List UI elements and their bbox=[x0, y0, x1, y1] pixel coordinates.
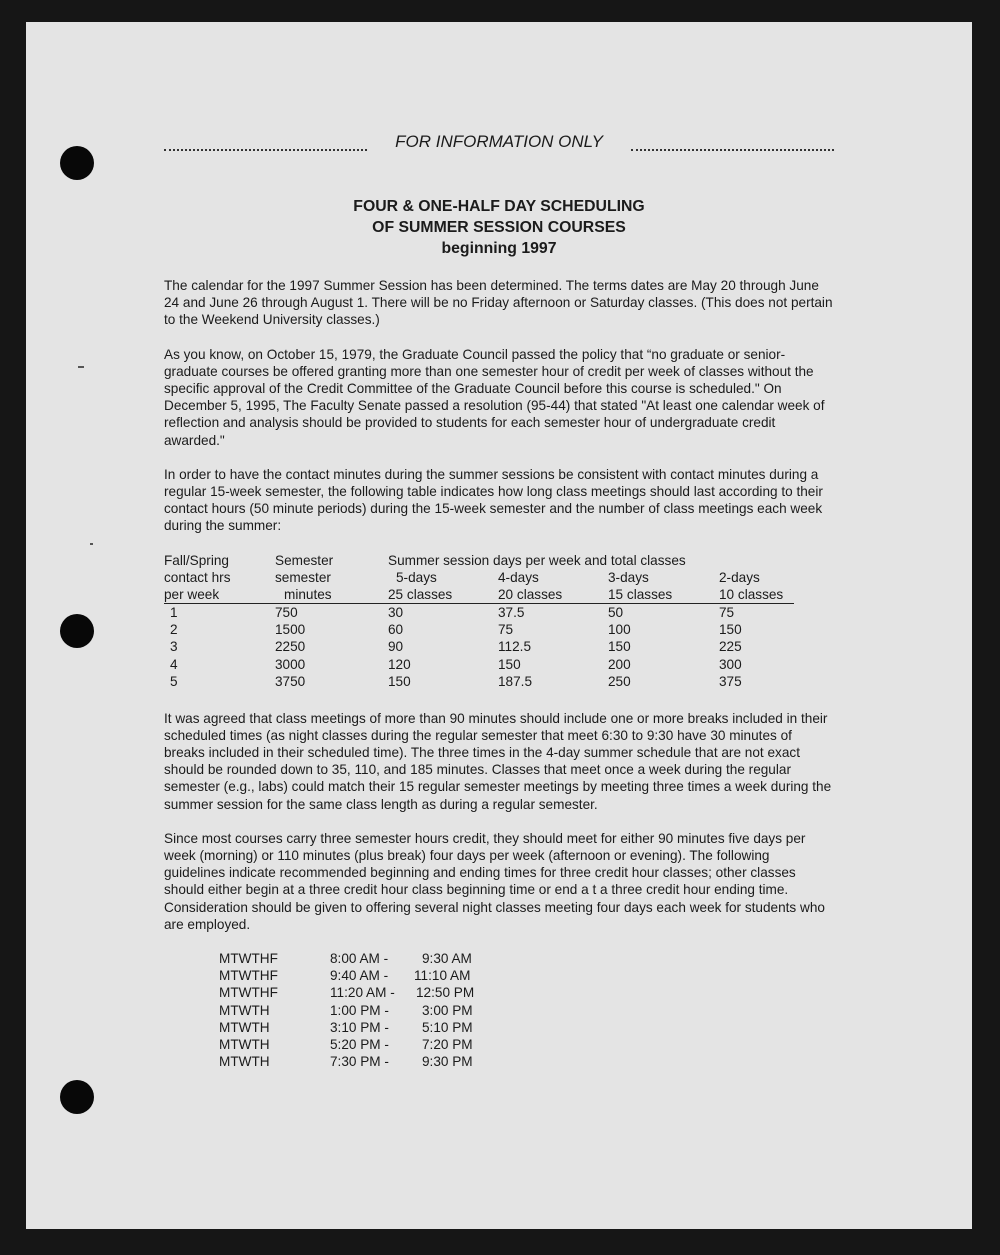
schedule-days: MTWTHF bbox=[219, 968, 278, 984]
schedule-end: 7:20 PM bbox=[422, 1036, 473, 1052]
paragraph-guidelines: Since most courses carry three semester hours credit, they should meet for either 90 minutes five days per week (morning) or 110 minutes (plus break) four days per week (afternoon or evening). The following guidelines indicate recommended beginning and ending times for three credit hour classes; other classes should either begin at a three credit hour class beginning time or end a t a three credit hour ending time. Consideration should be given to offering several night classes meeting four days each week for students who are employed. bbox=[164, 830, 825, 932]
header-cell: per week bbox=[164, 586, 220, 602]
table-cell: 250 bbox=[608, 674, 631, 690]
table-cell: 112.5 bbox=[498, 639, 532, 655]
schedule-row bbox=[219, 1002, 834, 1019]
header-cell: 2-days bbox=[719, 569, 760, 585]
table-row bbox=[164, 656, 834, 673]
schedule-row bbox=[219, 967, 834, 984]
schedule-start: 7:30 PM - bbox=[330, 1054, 389, 1070]
table-cell: 225 bbox=[719, 639, 742, 655]
schedule-row bbox=[219, 1053, 834, 1070]
table-cell: 300 bbox=[719, 656, 742, 672]
header-span: Summer session days per week and total classes bbox=[388, 552, 686, 568]
binder-hole-bottom bbox=[60, 1080, 94, 1114]
schedule-days: MTWTHF bbox=[219, 985, 278, 1001]
paragraph-calendar: The calendar for the 1997 Summer Session has been determined. The terms dates are May 20 through June 24 and June 26 through August 1. There will be no Friday afternoon or Saturday classes. (This does not pertain to the Weekend University classes.) bbox=[164, 278, 833, 328]
table-header bbox=[164, 552, 834, 604]
table-cell: 3 bbox=[170, 639, 178, 655]
document-title bbox=[164, 196, 834, 259]
table-row bbox=[164, 673, 834, 690]
table-row bbox=[164, 621, 834, 638]
table-cell: 150 bbox=[388, 674, 411, 690]
schedule-days: MTWTH bbox=[219, 1036, 270, 1052]
schedule-days: MTWTH bbox=[219, 1019, 270, 1035]
table-cell: 60 bbox=[388, 622, 404, 638]
contact-minutes-table bbox=[164, 552, 834, 691]
schedule-days: MTWTH bbox=[219, 1054, 270, 1070]
dotted-leader-left bbox=[164, 139, 367, 151]
schedule-end: 11:10 AM bbox=[414, 968, 471, 984]
header-cell: 20 classes bbox=[498, 586, 563, 602]
table-cell: 3000 bbox=[275, 656, 306, 672]
table-cell: 187.5 bbox=[498, 674, 533, 690]
schedule-start: 3:10 PM - bbox=[330, 1019, 389, 1035]
table-cell: 30 bbox=[388, 604, 404, 620]
table-cell: 5 bbox=[170, 674, 178, 690]
dotted-leader-right bbox=[631, 139, 834, 151]
header-cell: Semester bbox=[275, 552, 334, 568]
table-cell: 375 bbox=[719, 674, 742, 690]
header-cell: semester bbox=[275, 569, 331, 585]
header-cell: 15 classes bbox=[608, 586, 673, 602]
header-cell: contact hrs bbox=[164, 569, 231, 585]
schedule-list bbox=[219, 950, 834, 1070]
schedule-start: 1:00 PM - bbox=[330, 1002, 389, 1018]
table-cell: 75 bbox=[719, 604, 735, 620]
paragraph-breaks: It was agreed that class meetings of more than 90 minutes should include one or more breaks included in their scheduled times (as night classes during the regular semester that meet 6:30 to 9:30 have 30 minutes of breaks included in their scheduled time). The three times in the 4-day summer schedule that are not exact should be rounded down to 35, 110, and 185 minutes. Classes that meet once a week during the regular semester (e.g., labs) could match their 15 regular semester meetings by meeting three times a week during the summer session for the same class length as during a regular semester. bbox=[164, 710, 832, 812]
table-cell: 100 bbox=[608, 622, 631, 638]
table-cell: 2 bbox=[170, 622, 178, 638]
schedule-start: 8:00 AM - bbox=[330, 951, 389, 967]
table-row bbox=[164, 638, 834, 655]
header-cell: 5-days bbox=[396, 569, 437, 585]
table-row bbox=[164, 604, 834, 621]
table-cell: 37.5 bbox=[498, 604, 525, 620]
schedule-row bbox=[219, 1036, 834, 1053]
title-line: FOUR & ONE-HALF DAY SCHEDULING bbox=[353, 198, 645, 215]
schedule-end: 9:30 AM bbox=[422, 951, 472, 967]
schedule-row bbox=[219, 950, 834, 967]
table-cell: 120 bbox=[388, 656, 411, 672]
table-cell: 1 bbox=[170, 604, 178, 620]
schedule-end: 5:10 PM bbox=[422, 1019, 473, 1035]
schedule-row bbox=[219, 1019, 834, 1036]
schedule-end: 3:00 PM bbox=[422, 1002, 473, 1018]
schedule-start: 9:40 AM - bbox=[330, 968, 389, 984]
header-cell: minutes bbox=[284, 586, 332, 602]
table-cell: 150 bbox=[608, 639, 631, 655]
header-cell: 10 classes bbox=[719, 586, 784, 602]
table-cell: 150 bbox=[719, 622, 742, 638]
schedule-start: 5:20 PM - bbox=[330, 1036, 389, 1052]
paragraph-policy: As you know, on October 15, 1979, the Graduate Council passed the policy that “no graduate or senior-graduate courses be offered granting more than one semester hour of credit per week of classes without the specific approval of the Credit Committee of the Graduate Council before this course is scheduled." On December 5, 1995, The Faculty Senate passed a resolution (95-44) that stated "At least one calendar week of reflection and analysis should be provided to students for each semester hour of undergraduate credit awarded." bbox=[164, 346, 825, 448]
binder-hole-middle bbox=[60, 614, 94, 648]
table-cell: 200 bbox=[608, 656, 631, 672]
schedule-days: MTWTHF bbox=[219, 951, 278, 967]
table-cell: 4 bbox=[170, 656, 178, 672]
schedule-start: 11:20 AM - bbox=[330, 985, 395, 1001]
scan-speck bbox=[90, 543, 93, 545]
header-cell: 25 classes bbox=[388, 586, 453, 602]
table-cell: 75 bbox=[498, 622, 514, 638]
schedule-end: 9:30 PM bbox=[422, 1054, 473, 1070]
table-cell: 3750 bbox=[275, 674, 306, 690]
info-banner bbox=[164, 130, 834, 154]
schedule-row bbox=[219, 984, 834, 1001]
paragraph-contact-minutes: In order to have the contact minutes during the summer sessions be consistent with contact minutes during a regular 15-week semester, the following table indicates how long class meetings should last according to their contact hours (50 minute periods) during the 15-week semester and the number of class meetings each week during the summer: bbox=[164, 466, 823, 534]
table-cell: 750 bbox=[275, 604, 298, 620]
header-cell: 3-days bbox=[608, 569, 649, 585]
header-cell: Fall/Spring bbox=[164, 552, 229, 568]
schedule-end: 12:50 PM bbox=[416, 985, 475, 1001]
title-line: beginning 1997 bbox=[441, 240, 557, 257]
table-cell: 50 bbox=[608, 604, 624, 620]
binder-hole-top bbox=[60, 146, 94, 180]
schedule-days: MTWTH bbox=[219, 1002, 270, 1018]
table-cell: 2250 bbox=[275, 639, 306, 655]
title-line: OF SUMMER SESSION COURSES bbox=[372, 219, 626, 236]
scan-speck bbox=[78, 366, 84, 368]
document-body bbox=[164, 130, 834, 1070]
table-cell: 1500 bbox=[275, 622, 306, 638]
table-cell: 150 bbox=[498, 656, 521, 672]
header-cell: 4-days bbox=[498, 569, 539, 585]
banner-text: FOR INFORMATION ONLY bbox=[395, 132, 603, 152]
table-cell: 90 bbox=[388, 639, 404, 655]
